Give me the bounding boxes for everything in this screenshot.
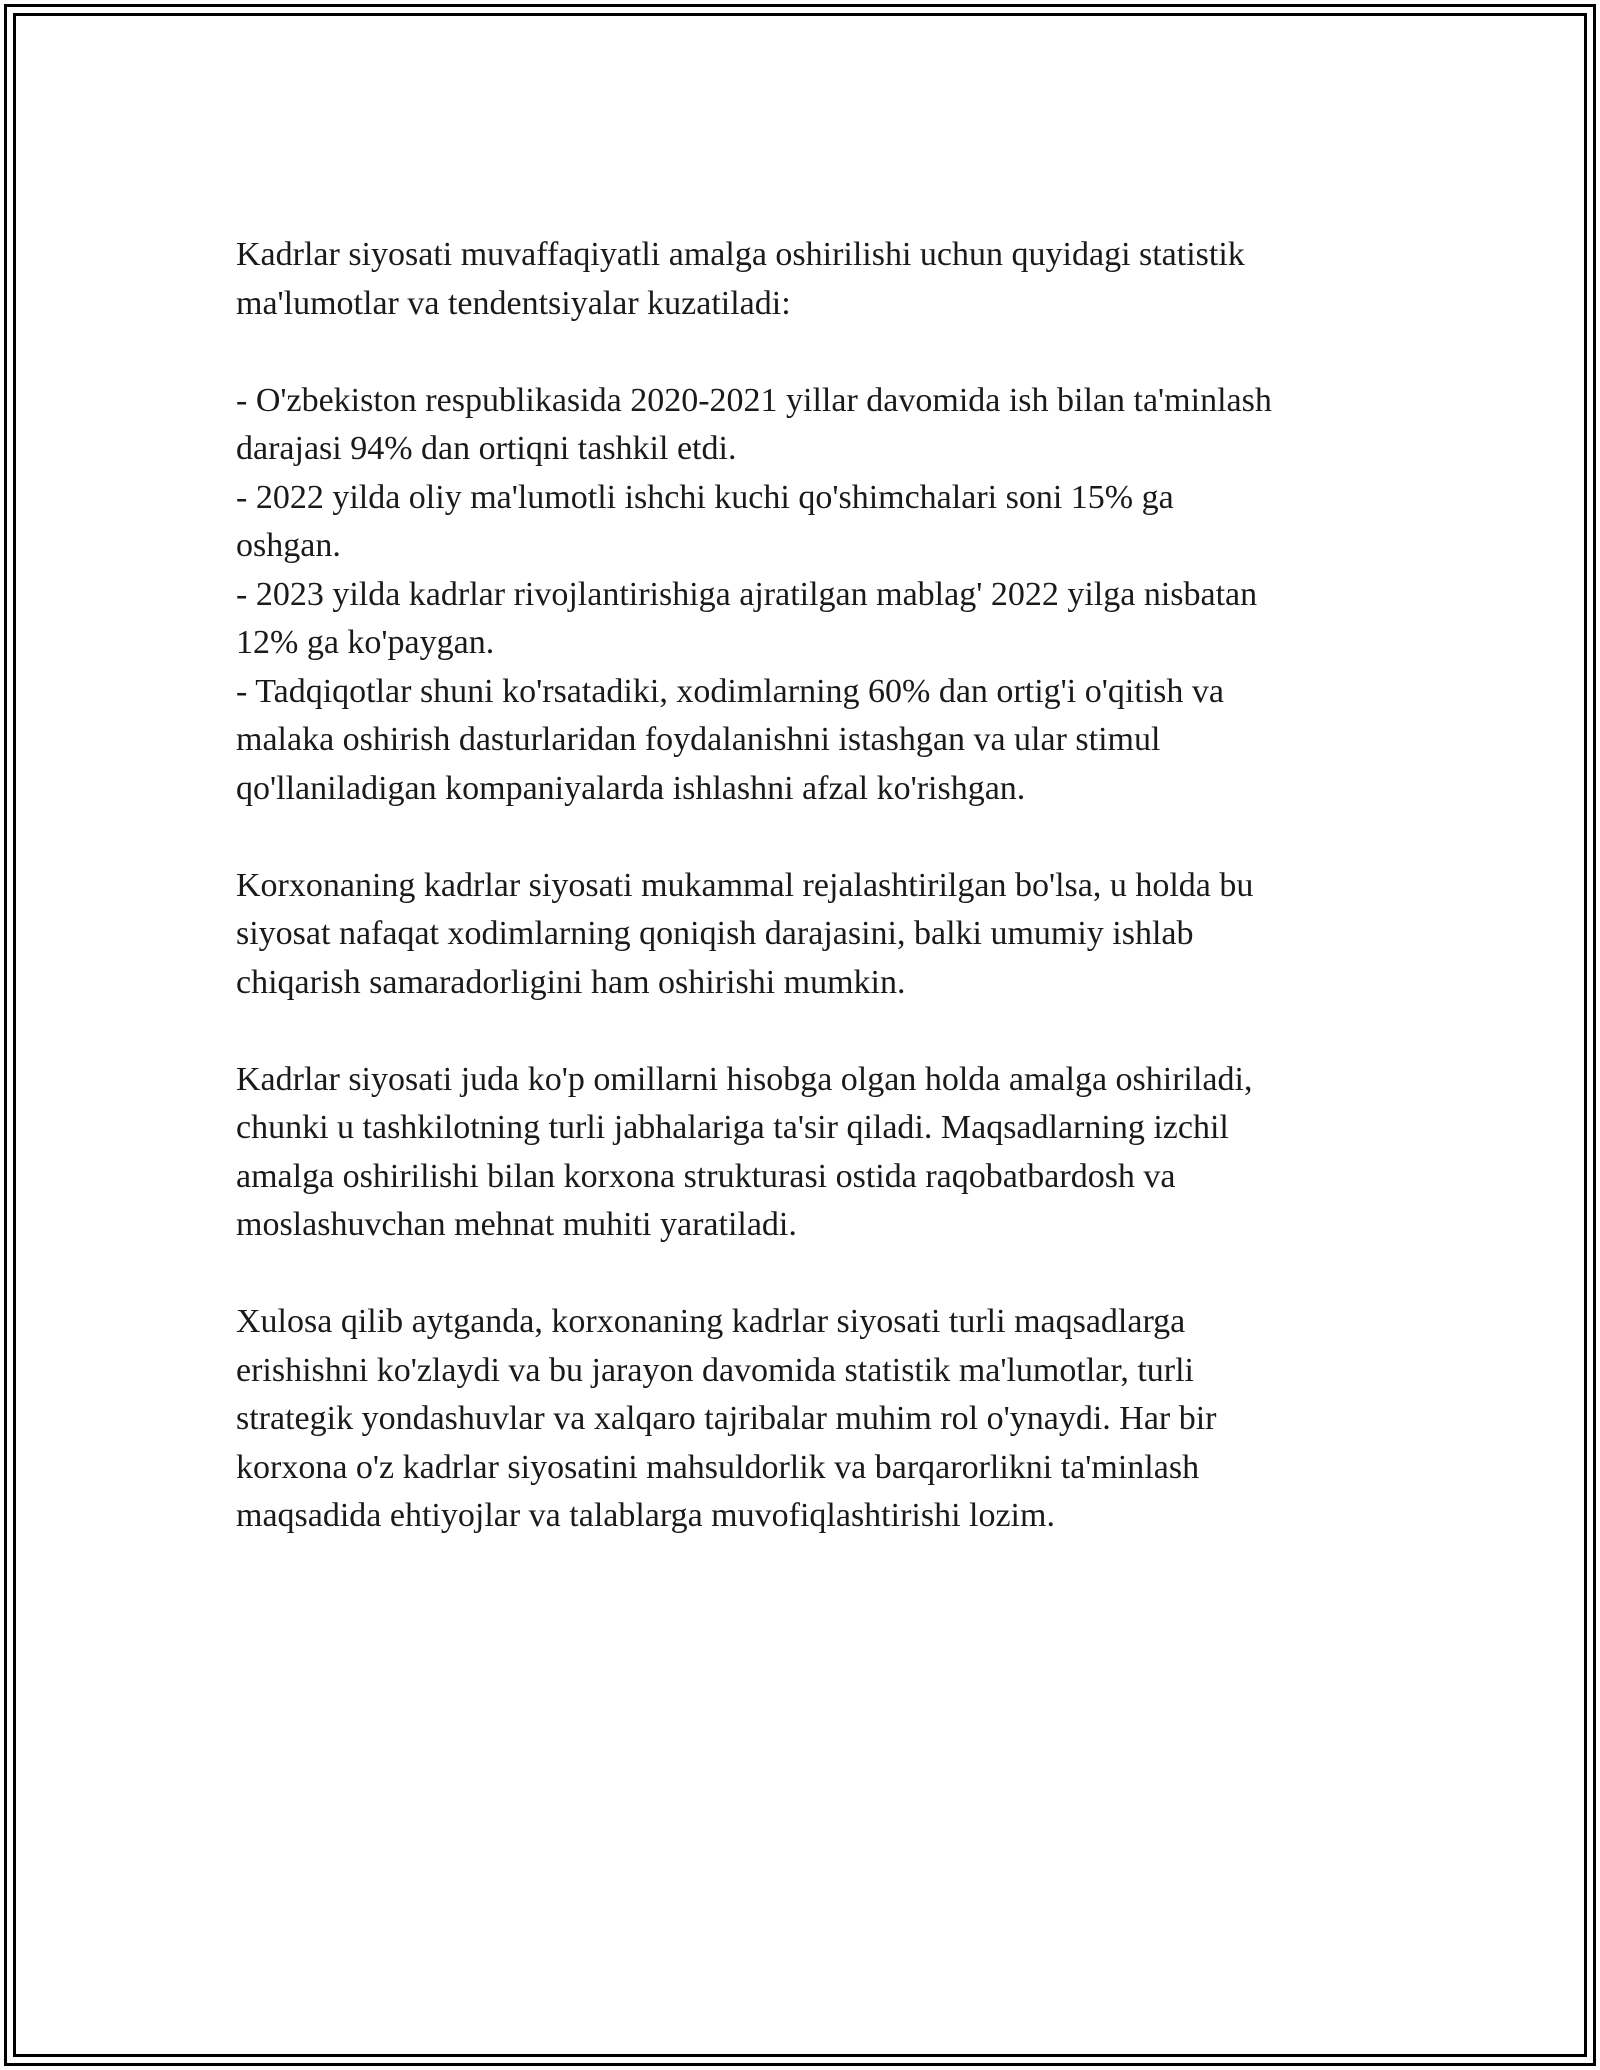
- body-paragraph: Kadrlar siyosati juda ko'p omillarni hisobga olgan holda amalga oshiriladi, chunki u tashkilotning turli jabhalariga ta'sir qiladi. Maqsadlarning izchil amalga oshirilishi bilan korxona strukturasi ostida raqobatbardosh va moslashuvchan mehnat muhiti yaratiladi.: [236, 1060, 1253, 1243]
- intro-paragraph: Kadrlar siyosati muvaffaqiyatli amalga oshirilishi uchun quyidagi statistik ma'lumotlar va tendentsiyalar kuzatiladi:: [236, 236, 1245, 322]
- paragraph-gap: [236, 1250, 1366, 1299]
- conclusion-paragraph: Xulosa qilib aytganda, korxonaning kadrlar siyosati turli maqsadlarga erishishni ko'zlaydi va bu jarayon davomida statistik ma'lumotlar, turli strategik yondashuvlar va xalqaro tajribalar muhim rol o'ynaydi. Har bir korxona o'z kadrlar siyosatini mahsuldorlik va barqarorlikni ta'minlash maqsadida ehtiyojlar va talablarga muvofiqlashtirishi lozim.: [236, 1303, 1217, 1534]
- bullet-item: - Tadqiqotlar shuni ko'rsatadiki, xodimlarning 60% dan ortig'i o'qitish va malaka oshirish dasturlaridan foydalanishni istashgan va ular stimul qo'llaniladigan kompaniyalarda ishlashni afzal ko'rishgan.: [236, 672, 1225, 807]
- paragraph-gap: [236, 813, 1366, 862]
- body-paragraph: Korxonaning kadrlar siyosati mukammal rejalashtirilgan bo'lsa, u holda bu siyosat nafaqat xodimlarning qoniqish darajasini, balki umumiy ishlab chiqarish samaradorligini ham oshirishi mumkin.: [236, 866, 1254, 1001]
- bullet-item: - 2022 yilda oliy ma'lumotli ishchi kuchi qo'shimchalari soni 15% ga oshgan.: [236, 478, 1174, 564]
- document-body: [236, 231, 1366, 1541]
- paragraph-gap: [236, 1007, 1366, 1056]
- bullet-item: - 2023 yilda kadrlar rivojlantirishiga ajratilgan mablag' 2022 yilga nisbatan 12% ga ko'paygan.: [236, 575, 1258, 661]
- paragraph-gap: [236, 328, 1366, 377]
- bullet-item: - O'zbekiston respublikasida 2020-2021 yillar davomida ish bilan ta'minlash darajasi 94% dan ortiqni tashkil etdi.: [236, 381, 1272, 467]
